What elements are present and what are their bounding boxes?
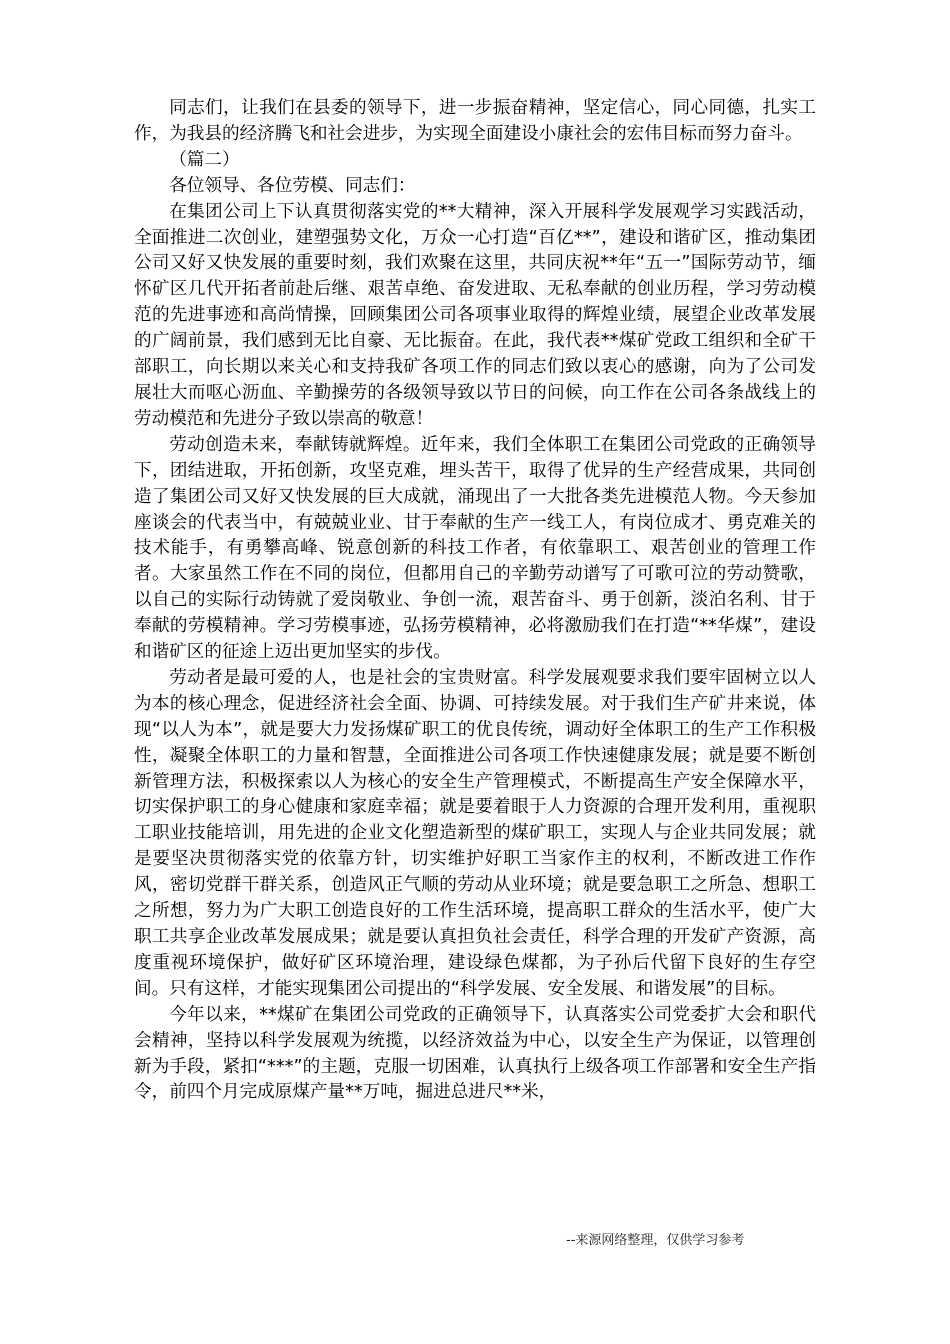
paragraph-this-year: 今年以来，**煤矿在集团公司党政的正确领导下，认真落实公司党委扩大会和职代会精神，坚持以科学发展观为统揽，以经济效益为中心，以安全生产为保证，以管理创新为手段，紧扣“***”的主题，克服一切困难，认真执行上级各项工作部署和安全生产指令，前四个月完成原煤产量**万吨，掘进总进尺**米，: [134, 1004, 816, 1103]
paragraph-labor-creates-future: 劳动创造未来，奉献铸就辉煌。近年来，我们全体职工在集团公司党政的正确领导下，团结进取，开拓创新，攻坚克难，埋头苦干，取得了优异的生产经营成果，共同创造了集团公司又好又快发展的巨大成就，涌现出了一大批各类先进模范人物。今天参加座谈会的代表当中，有兢兢业业、甘于奉献的生产一线工人，有岗位成才、勇克难关的技术能手，有勇攀高峰、锐意创新的科技工作者，有依靠职工、艰苦创业的管理工作者。大家虽然工作在不同的岗位，但都用自己的辛勤劳动谱写了可歌可泣的劳动赞歌，以自己的实际行动铸就了爱岗敬业、争创一流，艰苦奋斗、勇于创新，淡泊名利、甘于奉献的劳模精神。学习劳模事迹，弘扬劳模精神，必将激励我们在打造“**华煤”，建设和谐矿区的征途上迈出更加坚实的步伐。: [134, 434, 816, 663]
footer-note: --来源网络整理，仅供学习参考: [566, 1233, 745, 1248]
paragraph-people-oriented: 劳动者是最可爱的人，也是社会的宝贵财富。科学发展观要求我们要牢固树立以人为本的核心理念，促进经济社会全面、协调、可持续发展。对于我们生产矿井来说，体现“以人为本”，就是要大力发扬煤矿职工的优良传统，调动好全体职工的生产工作积极性，凝聚全体职工的力量和智慧，全面推进公司各项工作快速健康发展；就是要不断创新管理方法，积极探索以人为核心的安全生产管理模式，不断提高生产安全保障水平，切实保护职工的身心健康和家庭幸福；就是要着眼于人力资源的合理开发利用，重视职工职业技能培训，用先进的企业文化塑造新型的煤矿职工，实现人与企业共同发展；就是要坚决贯彻落实党的依靠方针，切实维护好职工当家作主的权利，不断改进工作作风，密切党群干群关系，创造风正气顺的劳动从业环境；就是要急职工之所急、想职工之所想，努力为广大职工创造良好的工作生活环境，提高职工群众的生活水平，使广大职工共享企业改革发展成果；就是要认真担负社会责任，科学合理的开发矿产资源，高度重视环境保护，做好矿区环境治理，建设绿色煤都，为子孙后代留下良好的生存空间。只有这样，才能实现集团公司提出的“科学发展、安全发展、和谐发展”的目标。: [134, 667, 816, 999]
paragraph-closing-appeal: 同志们，让我们在县委的领导下，进一步振奋精神，坚定信心，同心同德，扎实工作，为我县的经济腾飞和社会进步，为实现全面建设小康社会的宏伟目标而努力奋斗。: [134, 98, 816, 144]
salutation: 各位领导、各位劳模、同志们：: [169, 175, 416, 196]
document-body: [134, 96, 816, 1106]
paragraph-opening: 在集团公司上下认真贯彻落实党的**大精神，深入开展科学发展观学习实践活动，全面推进二次创业，建塑强势文化，万众一心打造“百亿**”，建设和谐矿区，推动集团公司又好又快发展的重要时刻，我们欢聚在这里，共同庆祝**年“五一”国际劳动节，缅怀矿区几代开拓者前赴后继、艰苦卓绝、奋发进取、无私奉献的创业历程，学习劳动模范的先进事迹和高尚情操，回顾集团公司各项事业取得的辉煌业绩，展望企业改革发展的广阔前景，我们感到无比自豪、无比振奋。在此，我代表**煤矿党政工组织和全矿干部职工，向长期以来关心和支持我矿各项工作的同志们致以衷心的感谢，向为了公司发展壮大而呕心沥血、辛勤操劳的各级领导致以节日的问候，向工作在公司各条战线上的劳动模范和先进分子致以崇高的敬意！: [134, 201, 816, 429]
section-heading-part-two: （篇二）: [169, 149, 240, 170]
